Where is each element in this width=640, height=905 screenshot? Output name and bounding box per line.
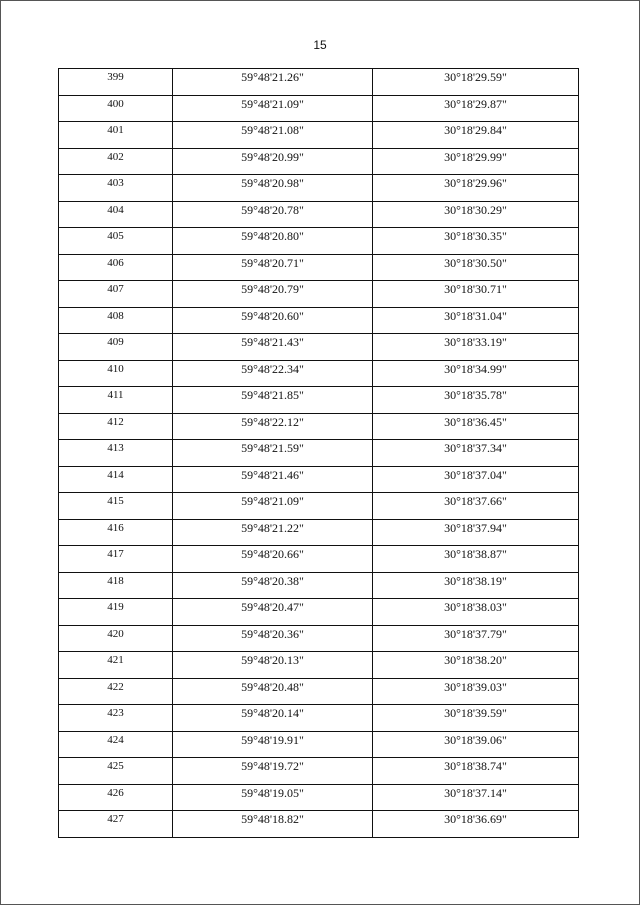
point-number-cell (59, 122, 173, 149)
latitude-cell (173, 413, 373, 440)
latitude-cell-text: 59°48'20.71" (241, 255, 304, 270)
point-number-cell-text: 406 (107, 256, 124, 269)
latitude-cell (173, 519, 373, 546)
page-number: 15 (313, 38, 327, 52)
longitude-cell-text: 30°18'36.45" (444, 414, 507, 429)
table-row (59, 334, 579, 361)
point-number-cell-text: 424 (107, 733, 124, 746)
point-number-cell-text: 408 (107, 309, 124, 322)
longitude-cell (373, 652, 579, 679)
latitude-cell-text: 59°48'21.46" (241, 467, 304, 482)
table-row (59, 811, 579, 838)
longitude-cell-text: 30°18'38.20" (444, 653, 507, 667)
longitude-cell (373, 758, 579, 785)
point-number-cell (59, 360, 173, 387)
latitude-cell (173, 678, 373, 705)
point-number-cell (59, 652, 173, 679)
longitude-cell (373, 413, 579, 440)
coordinates-table (58, 68, 579, 838)
point-number-cell-text: 404 (107, 203, 124, 216)
longitude-cell (373, 599, 579, 626)
table-row (59, 758, 579, 785)
table-row (59, 148, 579, 175)
longitude-cell (373, 69, 579, 96)
point-number-cell-text: 416 (107, 521, 124, 534)
latitude-cell-text: 59°48'21.43" (241, 335, 304, 349)
latitude-cell-text: 59°48'20.38" (241, 573, 304, 588)
longitude-cell (373, 440, 579, 467)
longitude-cell-text: 30°18'38.19" (444, 573, 507, 588)
longitude-cell (373, 519, 579, 546)
longitude-cell (373, 360, 579, 387)
latitude-cell (173, 440, 373, 467)
table-row (59, 201, 579, 228)
longitude-cell-text: 30°18'29.99" (444, 149, 507, 164)
latitude-cell-text: 59°48'20.47" (241, 600, 304, 614)
point-number-cell-text: 411 (107, 389, 124, 401)
latitude-cell-text: 59°48'21.22" (241, 520, 304, 535)
latitude-cell (173, 122, 373, 149)
latitude-cell-text: 59°48'19.05" (241, 785, 304, 800)
table-row (59, 705, 579, 732)
longitude-cell-text: 30°18'38.03" (444, 600, 507, 614)
latitude-cell (173, 758, 373, 785)
point-number-cell (59, 69, 173, 96)
longitude-cell (373, 466, 579, 493)
table-row (59, 678, 579, 705)
latitude-cell-text: 59°48'20.99" (241, 149, 304, 164)
latitude-cell-text: 59°48'19.72" (241, 759, 304, 773)
longitude-cell-text: 30°18'37.79" (444, 626, 507, 641)
table-row (59, 625, 579, 652)
longitude-cell (373, 493, 579, 520)
latitude-cell (173, 493, 373, 520)
latitude-cell (173, 228, 373, 255)
latitude-cell-text: 59°48'19.91" (241, 732, 304, 747)
latitude-cell (173, 254, 373, 281)
point-number-cell (59, 254, 173, 281)
point-number-cell-text: 415 (107, 495, 124, 507)
point-number-cell (59, 334, 173, 361)
longitude-cell-text: 30°18'30.71" (444, 282, 507, 296)
longitude-cell-text: 30°18'29.96" (444, 176, 507, 190)
point-number-cell-text: 407 (107, 283, 124, 295)
latitude-cell (173, 599, 373, 626)
latitude-cell-text: 59°48'20.13" (241, 653, 304, 667)
longitude-cell (373, 201, 579, 228)
point-number-cell-text: 425 (107, 760, 124, 772)
longitude-cell-text: 30°18'29.84" (444, 123, 507, 137)
latitude-cell-text: 59°48'20.98" (241, 176, 304, 190)
longitude-cell (373, 625, 579, 652)
point-number-cell-text: 421 (107, 654, 124, 666)
latitude-cell (173, 175, 373, 202)
longitude-cell-text: 30°18'35.78" (444, 388, 507, 402)
latitude-cell (173, 811, 373, 838)
point-number-cell (59, 546, 173, 573)
longitude-cell-text: 30°18'29.59" (444, 70, 507, 84)
table-row (59, 784, 579, 811)
latitude-cell-text: 59°48'20.78" (241, 202, 304, 217)
table-row (59, 360, 579, 387)
longitude-cell (373, 307, 579, 334)
point-number-cell (59, 784, 173, 811)
longitude-cell-text: 30°18'29.87" (444, 96, 507, 111)
point-number-cell-text: 423 (107, 707, 124, 719)
point-number-cell (59, 307, 173, 334)
latitude-cell-text: 59°48'20.79" (241, 282, 304, 296)
point-number-cell (59, 175, 173, 202)
latitude-cell-text: 59°48'18.82" (241, 812, 304, 826)
point-number-cell-text: 402 (107, 150, 124, 163)
longitude-cell-text: 30°18'33.19" (444, 335, 507, 349)
table-row (59, 307, 579, 334)
latitude-cell (173, 95, 373, 122)
point-number-cell-text: 409 (107, 336, 124, 348)
latitude-cell-text: 59°48'21.09" (241, 96, 304, 111)
point-number-cell-text: 403 (107, 177, 124, 189)
latitude-cell (173, 652, 373, 679)
table-row (59, 175, 579, 202)
latitude-cell-text: 59°48'20.66" (241, 547, 304, 561)
latitude-cell-text: 59°48'20.80" (241, 229, 304, 243)
point-number-cell (59, 705, 173, 732)
point-number-cell (59, 599, 173, 626)
longitude-cell (373, 254, 579, 281)
latitude-cell-text: 59°48'21.59" (241, 441, 304, 455)
longitude-cell (373, 281, 579, 308)
longitude-cell (373, 705, 579, 732)
longitude-cell (373, 95, 579, 122)
latitude-cell (173, 387, 373, 414)
point-number-cell (59, 440, 173, 467)
point-number-cell-text: 410 (107, 362, 124, 375)
table-row (59, 254, 579, 281)
table-row (59, 731, 579, 758)
longitude-cell (373, 678, 579, 705)
point-number-cell (59, 731, 173, 758)
longitude-cell-text: 30°18'34.99" (444, 361, 507, 376)
table-row (59, 95, 579, 122)
longitude-cell-text: 30°18'36.69" (444, 812, 507, 826)
latitude-cell (173, 307, 373, 334)
table-row (59, 572, 579, 599)
table-row (59, 493, 579, 520)
table-row (59, 387, 579, 414)
longitude-cell (373, 334, 579, 361)
point-number-cell (59, 201, 173, 228)
longitude-cell-text: 30°18'30.50" (444, 255, 507, 270)
point-number-cell-text: 420 (107, 627, 124, 640)
point-number-cell-text: 426 (107, 786, 124, 799)
point-number-cell (59, 678, 173, 705)
point-number-cell-text: 414 (107, 468, 124, 481)
point-number-cell-text: 418 (107, 574, 124, 587)
latitude-cell-text: 59°48'21.08" (241, 123, 304, 137)
table-row (59, 440, 579, 467)
latitude-cell (173, 546, 373, 573)
latitude-cell-text: 59°48'22.12" (241, 414, 304, 429)
table-row (59, 652, 579, 679)
longitude-cell-text: 30°18'30.29" (444, 202, 507, 217)
latitude-cell-text: 59°48'21.09" (241, 494, 304, 508)
point-number-cell-text: 422 (107, 680, 124, 693)
longitude-cell (373, 572, 579, 599)
point-number-cell (59, 493, 173, 520)
longitude-cell (373, 122, 579, 149)
longitude-cell-text: 30°18'39.03" (444, 679, 507, 694)
longitude-cell-text: 30°18'38.87" (444, 547, 507, 561)
coordinates-table-body (59, 69, 579, 838)
table-row (59, 599, 579, 626)
longitude-cell-text: 30°18'31.04" (444, 308, 507, 323)
latitude-cell-text: 59°48'22.34" (241, 361, 304, 376)
longitude-cell (373, 148, 579, 175)
longitude-cell-text: 30°18'37.34" (444, 441, 507, 455)
latitude-cell-text: 59°48'20.48" (241, 679, 304, 694)
point-number-cell-text: 417 (107, 548, 124, 560)
point-number-cell-text: 400 (107, 97, 124, 110)
point-number-cell (59, 228, 173, 255)
point-number-cell-text: 401 (107, 124, 124, 136)
longitude-cell (373, 784, 579, 811)
longitude-cell-text: 30°18'37.14" (444, 785, 507, 800)
point-number-cell (59, 758, 173, 785)
point-number-cell (59, 387, 173, 414)
longitude-cell-text: 30°18'37.94" (444, 520, 507, 535)
latitude-cell-text: 59°48'20.14" (241, 706, 304, 720)
latitude-cell (173, 360, 373, 387)
longitude-cell (373, 175, 579, 202)
longitude-cell (373, 387, 579, 414)
latitude-cell (173, 731, 373, 758)
point-number-cell (59, 148, 173, 175)
table-row (59, 466, 579, 493)
point-number-cell (59, 466, 173, 493)
latitude-cell (173, 281, 373, 308)
latitude-cell (173, 201, 373, 228)
table-row (59, 519, 579, 546)
latitude-cell (173, 148, 373, 175)
latitude-cell (173, 625, 373, 652)
table-row (59, 122, 579, 149)
point-number-cell (59, 519, 173, 546)
longitude-cell-text: 30°18'39.59" (444, 706, 507, 720)
table-row (59, 69, 579, 96)
point-number-cell (59, 95, 173, 122)
latitude-cell (173, 572, 373, 599)
table-row (59, 546, 579, 573)
latitude-cell-text: 59°48'20.36" (241, 626, 304, 641)
latitude-cell (173, 705, 373, 732)
point-number-cell (59, 281, 173, 308)
point-number-cell-text: 413 (107, 442, 124, 454)
latitude-cell-text: 59°48'21.85" (241, 388, 304, 402)
point-number-cell (59, 811, 173, 838)
longitude-cell-text: 30°18'30.35" (444, 229, 507, 243)
longitude-cell-text: 30°18'37.66" (444, 494, 507, 508)
point-number-cell (59, 572, 173, 599)
latitude-cell (173, 784, 373, 811)
point-number-cell-text: 427 (107, 813, 124, 825)
longitude-cell-text: 30°18'37.04" (444, 467, 507, 482)
latitude-cell-text: 59°48'20.60" (241, 308, 304, 323)
longitude-cell-text: 30°18'39.06" (444, 732, 507, 747)
latitude-cell (173, 69, 373, 96)
latitude-cell-text: 59°48'21.26" (241, 70, 304, 84)
point-number-cell-text: 399 (107, 71, 124, 83)
point-number-cell (59, 625, 173, 652)
longitude-cell (373, 731, 579, 758)
longitude-cell (373, 811, 579, 838)
table-row (59, 413, 579, 440)
table-row (59, 281, 579, 308)
latitude-cell (173, 334, 373, 361)
point-number-cell (59, 413, 173, 440)
point-number-cell-text: 419 (107, 601, 124, 613)
table-row (59, 228, 579, 255)
latitude-cell (173, 466, 373, 493)
longitude-cell (373, 228, 579, 255)
longitude-cell (373, 546, 579, 573)
longitude-cell-text: 30°18'38.74" (444, 759, 507, 773)
point-number-cell-text: 405 (107, 230, 124, 242)
point-number-cell-text: 412 (107, 415, 124, 428)
